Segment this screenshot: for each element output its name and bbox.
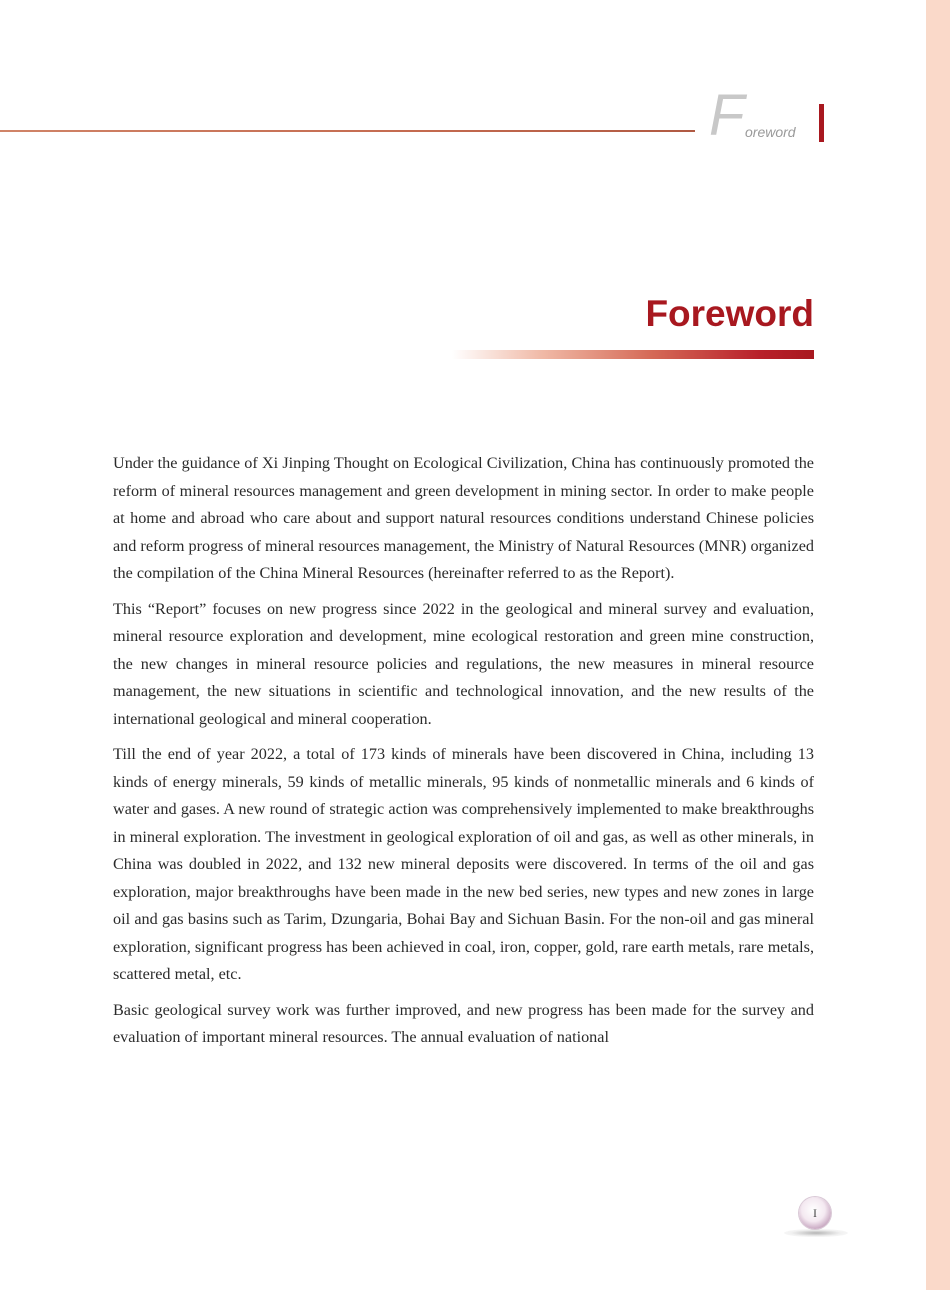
side-color-strip [926,0,950,1290]
page-title: Foreword [645,293,814,334]
running-header [709,83,819,148]
running-header-word: oreword [745,124,796,140]
page-badge-shadow [784,1229,848,1237]
paragraph: This “Report” focuses on new progress since 2022 in the geological and mineral survey and evaluation, mineral resource exploration and development, mine ecological restoration and green mine construction, the new changes in mineral resource policies and regulations, the new measures in mineral resource management, the new situations in scientific and technological innovation, and the new results of the international geological and mineral cooperation. [113,599,814,728]
header-rule [0,130,695,132]
page-number: I [813,1206,817,1220]
paragraph: Till the end of year 2022, a total of 173 kinds of minerals have been discovered in China, including 13 kinds of energy minerals, 59 kinds of metallic minerals, 95 kinds of nonmetallic minerals and 6 kinds of water and gases. A new round of strategic action was comprehensively implemented to make breakthroughs in mineral exploration. The investment in geological exploration of oil and gas, as well as other minerals, in China was doubled in 2022, and 132 new mineral deposits were discovered. In terms of the oil and gas exploration, major breakthroughs have been made in the new bed series, new types and new zones in large oil and gas basins such as Tarim, Dzungaria, Bohai Bay and Sichuan Basin. For the non-oil and gas mineral exploration, significant progress has been achieved in coal, iron, copper, gold, rare earth metals, rare metals, scattered metal, etc. [113,745,814,983]
running-header-initial: F [709,83,745,148]
paragraph: Under the guidance of Xi Jinping Thought on Ecological Civilization, China has continuously promoted the reform of mineral resources management and green development in mining sector. In order to make people at home and abroad who care about and support natural resources conditions understand Chinese policies and reform progress of mineral resources management, the Ministry of Natural Resources (MNR) organized the compilation of the China Mineral Resources (hereinafter referred to as the Report). [113,454,814,582]
header-accent-bar [819,104,824,142]
title-underline [452,350,814,359]
paragraph: Basic geological survey work was further improved, and new progress has been made for the survey and evaluation of important mineral resources. The annual evaluation of national [113,1000,814,1046]
body-text [113,450,814,1060]
page-number-badge [799,1197,831,1229]
